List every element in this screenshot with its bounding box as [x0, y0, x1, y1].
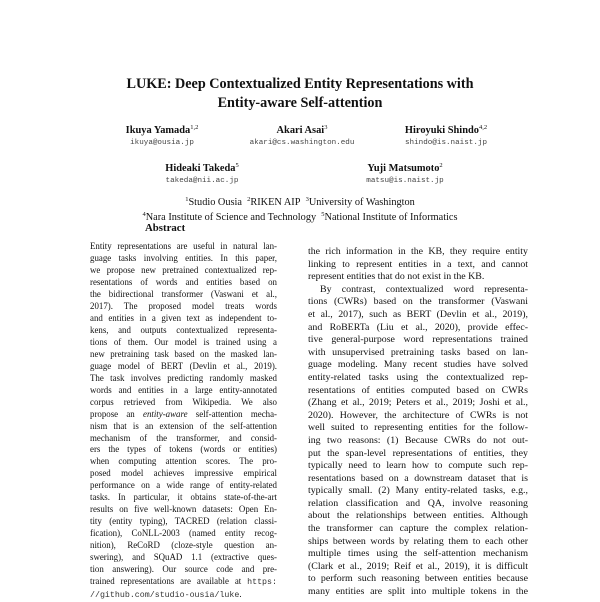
body-line: represent entities that do not exist in the KB. [308, 271, 485, 283]
author-block [126, 124, 199, 147]
abstract-line [90, 409, 277, 421]
abstract-text-segment: propose an [90, 408, 143, 419]
abstract-text-segment: nition), ReCoRD (cloze-style question an- [90, 540, 277, 551]
abstract-text [90, 241, 277, 602]
body-line: resentations of entities computed based on CWRs [308, 384, 528, 396]
body-line: the rich information in the KB, they require entity [308, 246, 528, 257]
abstract-line [90, 325, 277, 337]
author-name: Hideaki Takeda$^5$ [165, 162, 239, 174]
abstract-text-segment: ers the types of tokens (words or entities) [90, 444, 277, 455]
abstract-text-segment: the bidirectional transformer (Vaswani et al., [90, 288, 277, 299]
body-line: put the span-level representations of entities, they [308, 447, 528, 459]
abstract-line [90, 528, 277, 540]
abstract-line [90, 313, 277, 325]
abstract-line [90, 277, 277, 289]
abstract-line [90, 576, 277, 589]
abstract-text-segment: and entities in a given text as independent to- [90, 312, 277, 323]
body-line: tive general-purpose word representations trained [308, 334, 528, 346]
body-line: the transformer can capture the complex relation- [308, 523, 528, 535]
author-name: Yuji Matsumoto$^2$ [367, 162, 443, 174]
author-block [366, 162, 443, 185]
abstract-text-segment: words and entities in a large entity-annotated [90, 384, 277, 395]
abstract-text-segment: nism that is an extension of the self-attention [90, 420, 277, 431]
affiliations-line-2: $^4$Nara Institute of Science and Technology $^5$National Institute of Informatics [142, 211, 458, 223]
abstract-line [90, 349, 277, 361]
abstract-line [90, 492, 277, 504]
author-block [165, 162, 238, 185]
abstract-line [90, 433, 277, 445]
body-line: typically small. (2) Many entity-related tasks, e.g., [308, 485, 528, 497]
abstract-line [90, 241, 277, 253]
abstract-line [90, 552, 277, 564]
affiliations-line-1: $^1$Studio Ousia $^2$RIKEN AIP $^3$University of Washington [185, 196, 415, 208]
author-name: Hiroyuki Shindo$^{4,2}$ [404, 124, 488, 136]
author-email: ikuya@ousia.jp [130, 139, 194, 147]
body-line: (Clark et al., 2019; Reif et al., 2019), it is difficult [308, 560, 528, 572]
body-line: et al., 2017), such as BERT (Devlin et al., 2019), [308, 308, 528, 320]
author-email: shindo@is.naist.jp [404, 139, 488, 147]
abstract-text-segment: new pretraining task based on the masked lan- [90, 348, 277, 359]
author-block [250, 124, 355, 147]
body-line: typically need to learn how to compute such rep- [308, 460, 528, 472]
abstract-line [90, 385, 277, 397]
abstract-text-segment: guage tasks involving entities. In this paper, [90, 252, 277, 263]
abstract-text-segment: trained representations are available at [90, 576, 248, 587]
abstract-text-segment: when computing attention scores. The pro- [90, 456, 277, 467]
abstract-text-segment: swering), and SQuAD 1.1 (extractive ques- [90, 552, 277, 563]
body-line: guage modeling. Many recent studies have solved [308, 359, 528, 371]
abstract-line [90, 289, 277, 301]
repository-link[interactable]: https: [247, 578, 277, 588]
paper-title-line-2: Entity-aware Self-attention [217, 95, 383, 111]
abstract-text-segment: performance on a wide range of entity-related [90, 480, 277, 491]
abstract-text-segment: corpus retrieved from Wikipedia. We also [90, 396, 277, 407]
abstract-text-segment: mechanism of the transformer, and consid- [90, 432, 277, 443]
body-line: relation classification and QA, involve reasoning [308, 497, 528, 509]
body-line: entity-related tasks using the contextualized rep- [308, 371, 528, 383]
abstract-text-segment: tity (entity typing), TACRED (relation classi- [90, 516, 277, 527]
abstract-line [90, 337, 277, 349]
abstract-text-segment: tion answering). Our source code and pre- [90, 564, 277, 575]
abstract-text-segment: . [239, 589, 242, 600]
abstract-line [90, 301, 277, 313]
body-line: ing two reasons: (1) Because CWRs do not out- [308, 434, 528, 446]
abstract-line [90, 456, 277, 468]
body-line: with unsupervised pretraining tasks based on lan- [308, 346, 528, 358]
abstract-line [90, 468, 277, 480]
abstract-text-segment: fication), CoNLL-2003 (named entity recog- [90, 528, 277, 539]
paper-title-line-1: LUKE: Deep Contextualized Entity Representations with [126, 76, 474, 92]
body-line: ships between words by relating them to each other [308, 535, 528, 547]
abstract-text-segment: self-attention mecha- [187, 408, 277, 419]
body-line: many entities are split into multiple tokens in the [308, 586, 528, 598]
abstract-line [90, 589, 277, 602]
abstract-line [90, 444, 277, 456]
author-name: Akari Asai$^3$ [276, 124, 328, 136]
abstract-text-segment: we propose new pretrained contextualized rep- [90, 264, 277, 275]
abstract-text-segment: 2017). The proposed model treats words [90, 300, 277, 311]
abstract-line [90, 397, 277, 409]
abstract-line [90, 480, 277, 492]
abstract-text-segment: tions of them. Our model is trained using a [90, 336, 277, 347]
repository-link[interactable]: //github.com/studio-ousia/luke [90, 591, 240, 601]
abstract-line [90, 265, 277, 277]
abstract-text-segment: resentations of words and entities based on [90, 276, 277, 287]
body-line: By contrast, contextualized word representa- [320, 283, 528, 295]
author-block [405, 124, 487, 147]
body-line: well suited to representing entities for the follow- [308, 422, 528, 434]
abstract-line [90, 516, 277, 528]
abstract-text-segment: kens, and outputs contextualized representa- [90, 324, 277, 335]
body-line: about the relationships between entities. Although [308, 510, 528, 522]
abstract-line [90, 504, 277, 516]
abstract-text-segment: The task involves predicting randomly masked [90, 372, 277, 383]
author-email: akari@cs.washington.edu [249, 139, 355, 147]
abstract-text-segment: tasks. In particular, it obtains state-of-the-art [90, 492, 277, 503]
abstract-line [90, 373, 277, 385]
abstract-text-segment: posed model achieves impressive empirical [90, 468, 277, 479]
body-line: linking to represent entities in a text, and cannot [308, 258, 528, 270]
abstract-text-segment: Entity representations are useful in natural lan- [90, 241, 277, 251]
body-line: resentations based on a downstream dataset that is [308, 472, 528, 484]
author-email: matsu@is.naist.jp [366, 177, 444, 185]
body-line: and RoBERTa (Liu et al., 2020), provide effec- [308, 321, 528, 333]
body-line: multiple times using the self-attention mechanism [308, 548, 528, 560]
author-name: Ikuya Yamada$^{1,2}$ [125, 124, 199, 136]
abstract-text-segment: results on five well-known datasets: Open En- [90, 504, 277, 515]
body-line: tions (CWRs) based on the transformer (Vaswani [308, 296, 528, 308]
abstract-line [90, 540, 277, 552]
abstract-text-segment: entity-aware [143, 408, 188, 419]
body-line: to perform such reasoning between entities because [308, 573, 528, 585]
body-line: (Zhang et al., 2019; Peters et al., 2019; Joshi et al., [308, 397, 528, 409]
body-text-column [308, 246, 528, 599]
abstract-line [90, 564, 277, 576]
abstract-heading: Abstract [145, 222, 186, 234]
abstract-line [90, 253, 277, 265]
body-line: 2020). However, the architecture of CWRs is not [308, 409, 528, 421]
author-email: takeda@nii.ac.jp [165, 177, 239, 185]
abstract-line [90, 421, 277, 433]
abstract-text-segment: guage model of BERT (Devlin et al., 2019). [90, 360, 277, 371]
abstract-line [90, 361, 277, 373]
